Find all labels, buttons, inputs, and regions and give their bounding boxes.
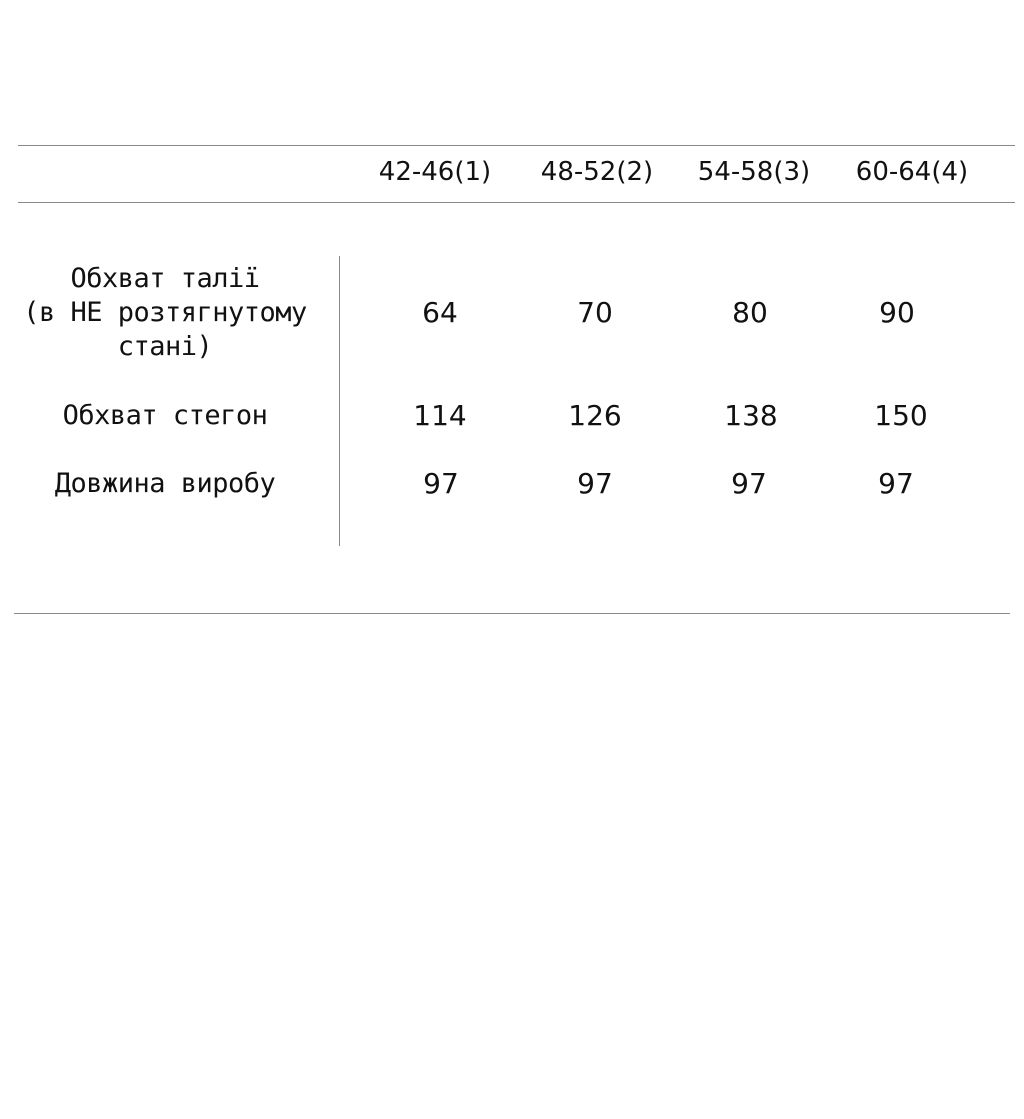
table-cell: 97 (878, 467, 914, 500)
column-header-size-4: 60-64(4) (855, 157, 969, 187)
table-cell: 97 (577, 467, 613, 500)
header-bottom-rule (18, 202, 1015, 203)
label-column-divider (339, 256, 340, 546)
table-cell: 70 (577, 296, 613, 329)
column-header-size-2: 48-52(2) (540, 157, 654, 187)
table-cell: 126 (568, 399, 622, 432)
row-label-line: Обхват стегон (62, 400, 268, 431)
row-label-waist (0, 262, 330, 364)
table-cell: 138 (724, 399, 778, 432)
table-cell: 80 (732, 296, 768, 329)
table-cell: 150 (874, 399, 928, 432)
table-cell: 114 (413, 399, 467, 432)
column-header-size-3: 54-58(3) (697, 157, 811, 187)
row-label-length (0, 467, 330, 501)
column-header-size-1: 42-46(1) (378, 157, 492, 187)
row-label-line: Обхват талії (70, 263, 260, 294)
table-cell: 97 (423, 467, 459, 500)
row-label-line: стані) (117, 331, 213, 362)
table-cell: 97 (731, 467, 767, 500)
table-bottom-rule (14, 613, 1010, 614)
row-label-line: (в НЕ розтягнутому (23, 297, 307, 328)
row-label-hips (0, 399, 330, 433)
table-cell: 90 (879, 296, 915, 329)
table-cell: 64 (422, 296, 458, 329)
row-label-line: Довжина виробу (54, 468, 276, 499)
table-top-rule (18, 145, 1015, 146)
